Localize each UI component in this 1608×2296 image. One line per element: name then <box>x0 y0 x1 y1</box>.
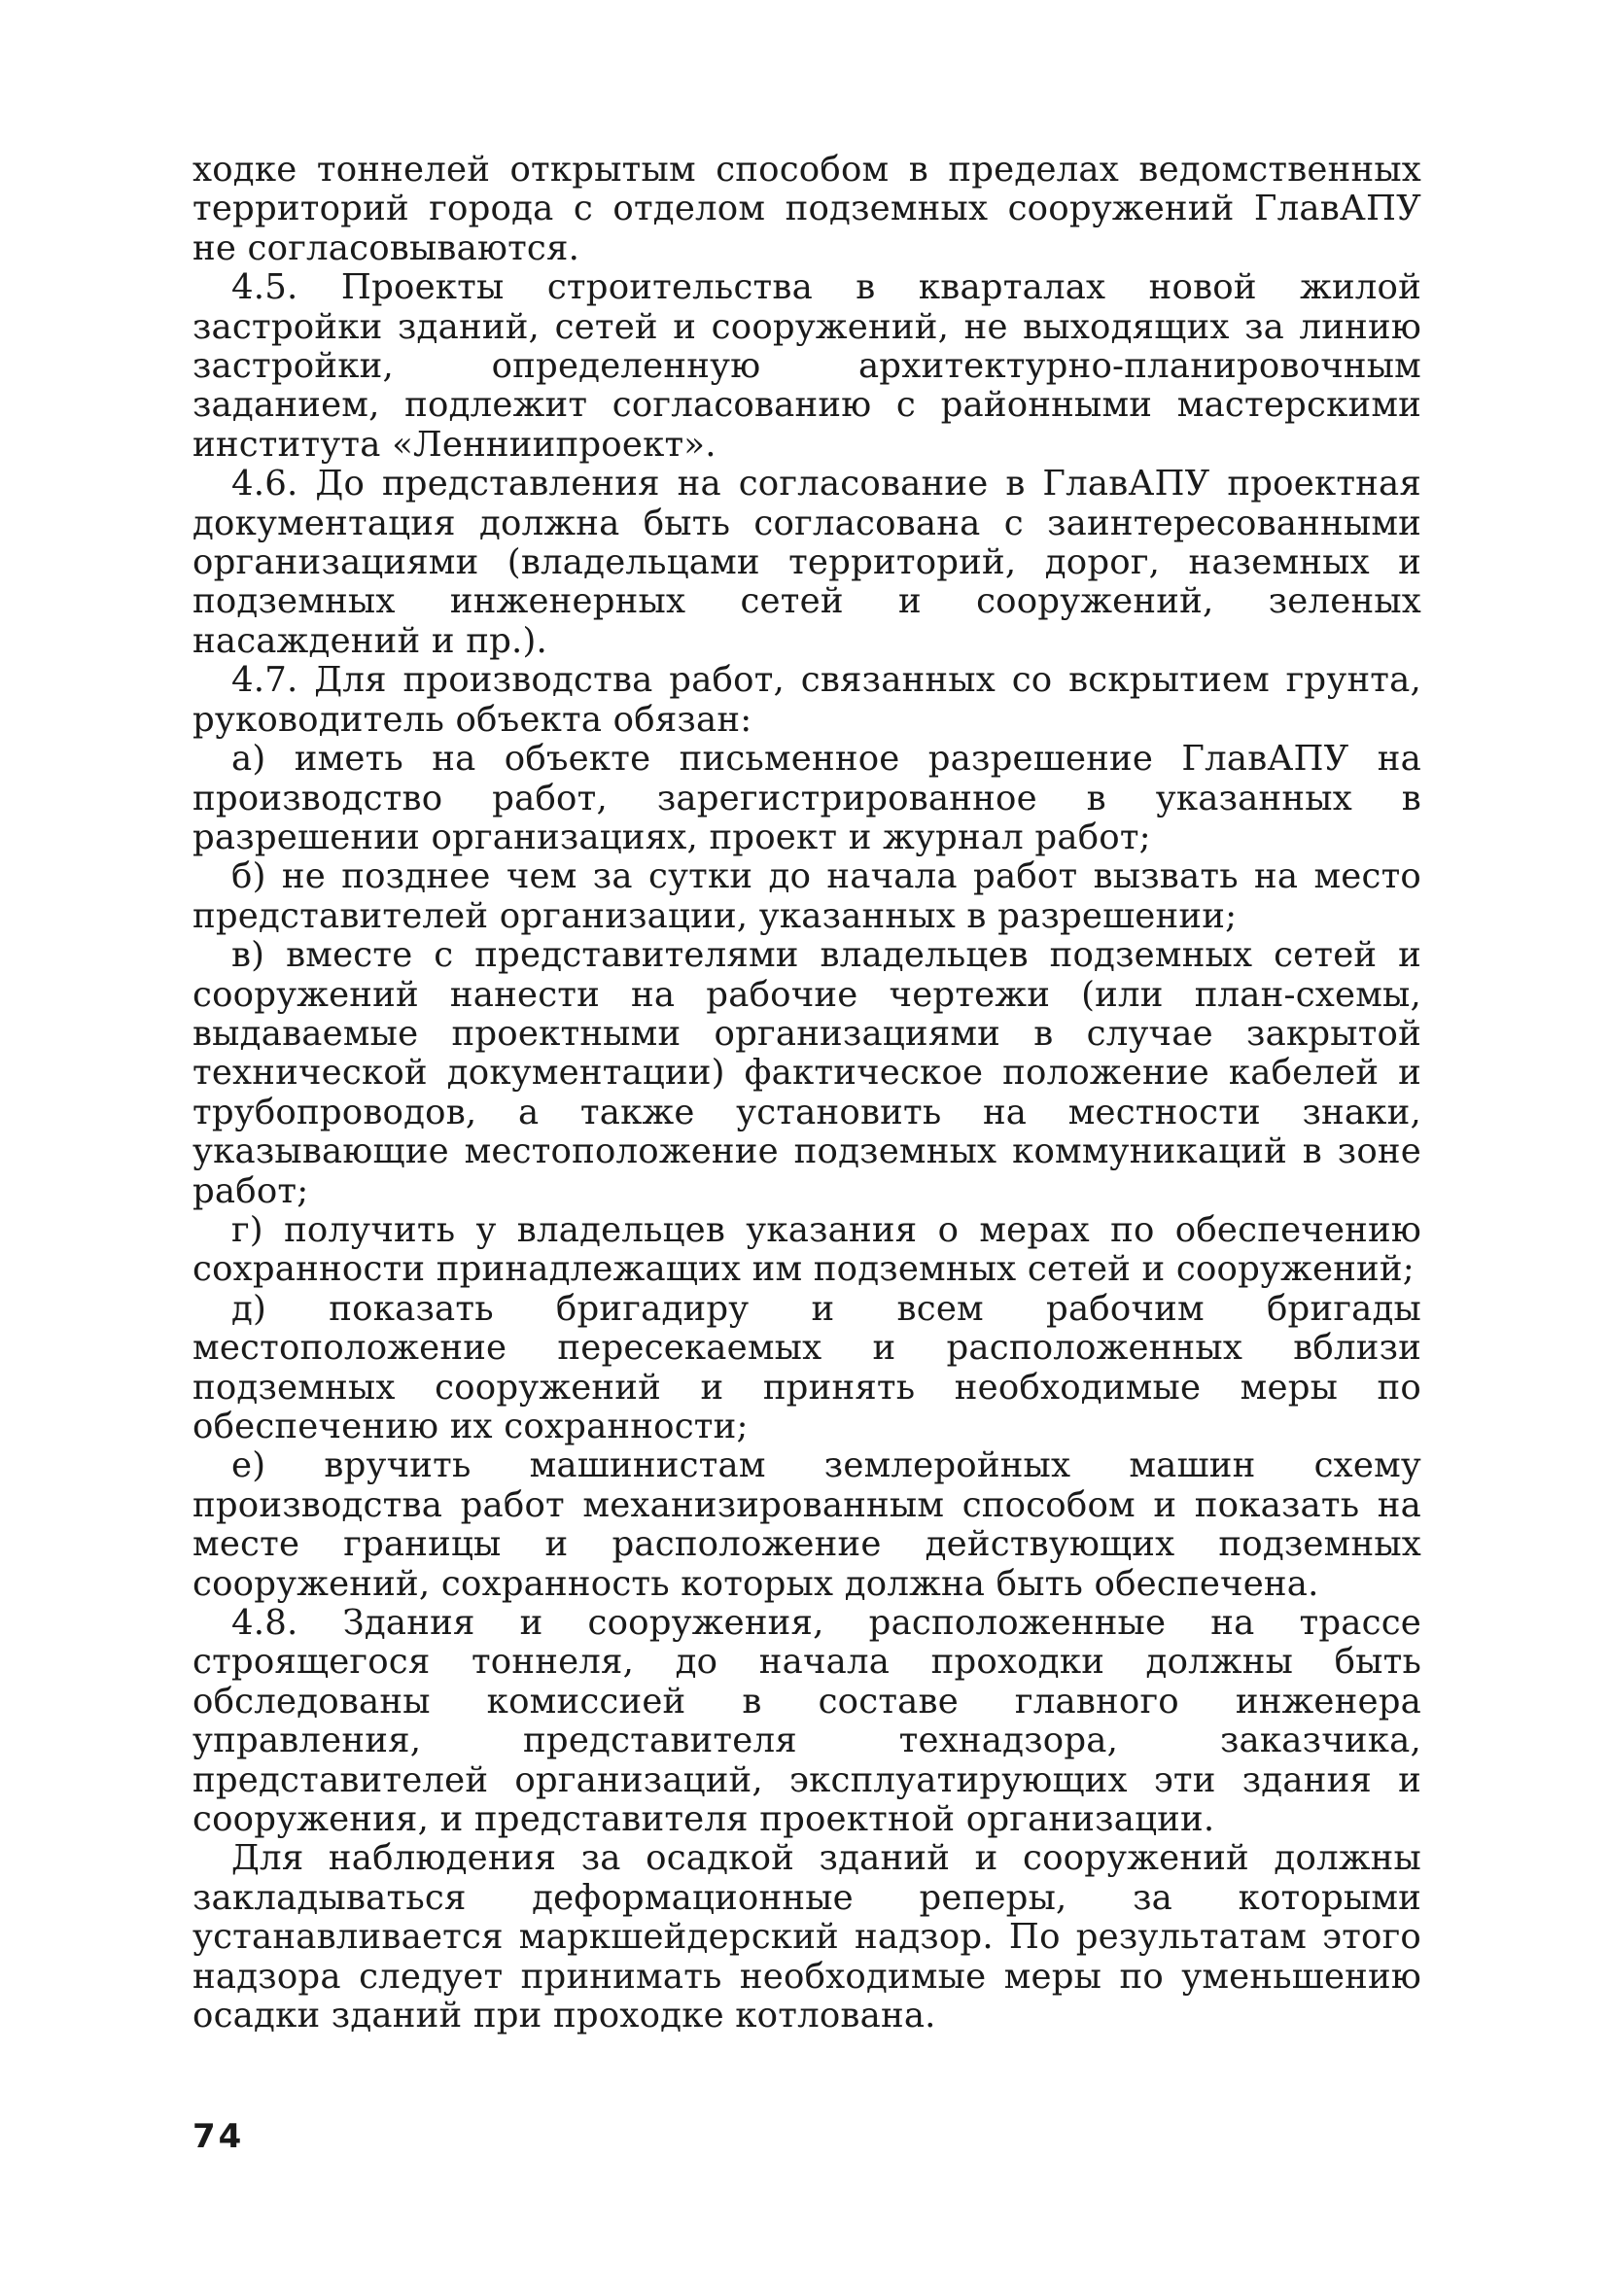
body-text <box>192 151 1421 2036</box>
list-item-b: б) не позднее чем за сутки до начала работ вызвать на место представителей организации, указанных в разрешении; <box>192 856 1421 936</box>
paragraph-4-5: 4.5. Проекты строительства в кварталах новой жилой застройки зданий, сетей и сооружений, не выходящих за линию застройки, определенную архитектурно-планировочным заданием, подлежит согласованию с районными мастерскими института «Ленниипроект». <box>192 267 1421 465</box>
paragraph-4-6: 4.6. До представления на согласование в ГлавАПУ проектная документация должна быть согласована с заинтересованными организациями (владельцами территорий, дорог, наземных и подземных инженерных сетей и сооружений, зеленых насаждений и пр.). <box>192 464 1421 661</box>
paragraph-4-7: 4.7. Для производства работ, связанных со вскрытием грунта, руководитель объекта обязан: <box>192 660 1421 740</box>
list-item-d: д) показать бригадиру и всем рабочим бригады местоположение пересекаемых и расположенных вблизи подземных сооружений и принять необходимые меры по обеспечению их сохранности; <box>192 1288 1421 1446</box>
paragraph-continuation: ходке тоннелей открытым способом в пределах ведомственных территорий города с отделом подземных сооружений ГлавАПУ не согласовываются. <box>192 150 1421 268</box>
paragraph-settlement-monitoring: Для наблюдения за осадкой зданий и сооружений должны закладываться деформационные реперы, за которыми устанавливается маркшейдерский надзор. По результатам этого надзора следует принимать необходимые меры по уменьшению осадки зданий при проходке котлована. <box>192 1838 1421 2036</box>
list-item-a: а) иметь на объекте письменное разрешение ГлавАПУ на производство работ, зарегистрированное в указанных в разрешении организациях, проект и журнал работ; <box>192 739 1421 857</box>
list-item-g: г) получить у владельцев указания о мерах по обеспечению сохранности принадлежащих им подземных сетей и сооружений; <box>192 1209 1421 1290</box>
page-number: 74 <box>192 2117 245 2156</box>
list-item-v: в) вместе с представителями владельцев подземных сетей и сооружений нанести на рабочие чертежи (или план-схемы, выдаваемые проектными организациями в случае закрытой технической документации) фактическое положение кабелей и трубопроводов, а также установить на местности знаки, указывающие местоположение подземных коммуникаций в зоне работ; <box>192 935 1421 1211</box>
paragraph-4-8: 4.8. Здания и сооружения, расположенные на трассе строящегося тоннеля, до начала проходки должны быть обследованы комиссией в составе главного инженера управления, представителя технадзора, заказчика, представителей организаций, эксплуатирующих эти здания и сооружения, и представителя проектной организации. <box>192 1603 1421 1840</box>
list-item-e: е) вручить машинистам землеройных машин схему производства работ механизированным способом и показать на месте границы и расположение действующих подземных сооружений, сохранность которых должна быть обеспечена. <box>192 1445 1421 1604</box>
